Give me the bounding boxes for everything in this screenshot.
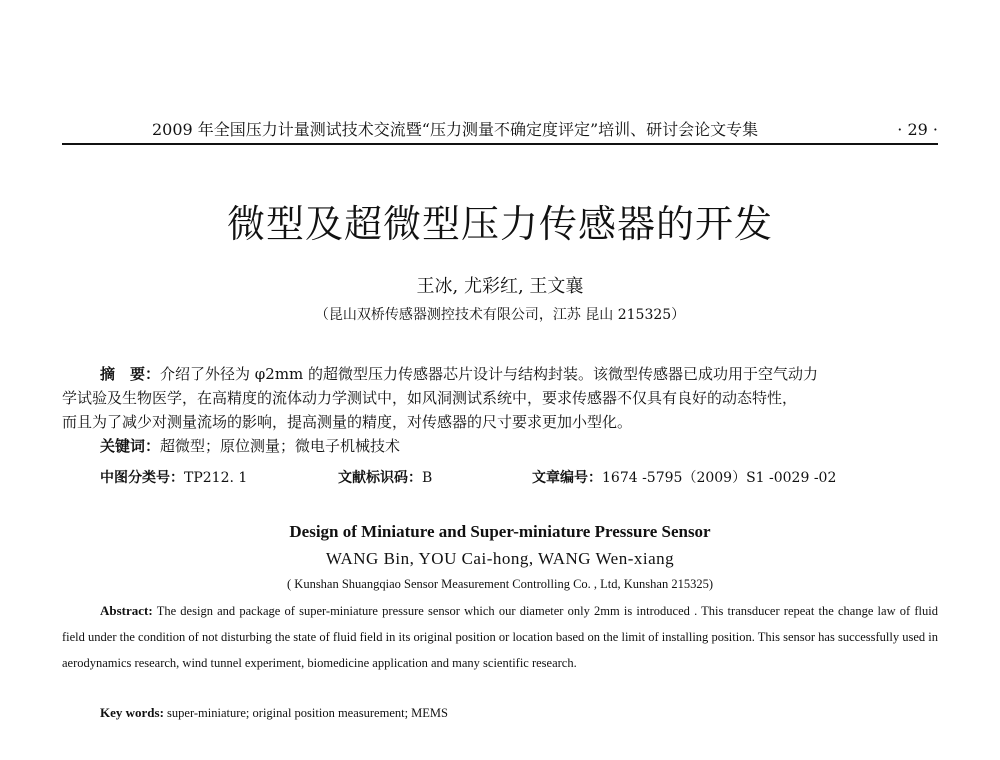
clc-value: TP212. 1 bbox=[184, 470, 248, 486]
abstract-cn bbox=[62, 362, 938, 458]
abstract-en-paragraph bbox=[62, 598, 938, 676]
abstract-cn-line-1 bbox=[62, 362, 938, 386]
header-page-number: · 29 · bbox=[897, 120, 938, 139]
authors-en: WANG Bin, YOU Cai-hong, WANG Wen-xiang bbox=[325, 549, 675, 568]
affiliation-en: ( Kunshan Shuangqiao Sensor Measurement Controlling Co. , Ltd, Kunshan 215325) bbox=[287, 577, 713, 591]
document-code-label: 文献标识码： bbox=[338, 470, 422, 486]
abstract-cn-line-3: 而且为了减少对测量流场的影响，提高测量的精度，对传感器的尺寸要求更加小型化。 bbox=[62, 413, 633, 431]
article-number bbox=[532, 466, 836, 490]
keywords-cn bbox=[62, 434, 938, 458]
abstract-cn-label: 摘 要： bbox=[100, 365, 161, 383]
keywords-en-label: Key words: bbox=[100, 705, 164, 720]
running-header bbox=[62, 118, 938, 142]
header-rule bbox=[62, 143, 938, 145]
header-journal-line: 2009 年全国压力计量测试技术交流暨“压力测量不确定度评定”培训、研讨会论文专集 bbox=[152, 120, 759, 139]
abstract-en-text: The design and package of super-miniature pressure sensor which our diameter only 2mm is introduced . This transducer repeat the change law of fluid field under the condition of not disturbing the state of fluid field in its original position or location based on the limit of installing position. This sensor has successfully used in aerodynamics research, wind tunnel experiment, biomedicine application and many scientific research. bbox=[62, 604, 938, 670]
document-code bbox=[338, 466, 432, 490]
article-number-label: 文章编号： bbox=[532, 470, 602, 486]
article-number-value: 1674 -5795（2009）S1 -0029 -02 bbox=[602, 470, 837, 486]
keywords-en bbox=[100, 702, 938, 724]
paper-title-cn: 微型及超微型压力传感器的开发 bbox=[226, 202, 773, 246]
keywords-en-text: super-miniature; original position measurement; MEMS bbox=[167, 706, 448, 720]
document-code-value: B bbox=[422, 470, 433, 486]
classification-row bbox=[100, 466, 938, 490]
abstract-cn-text-1: 介绍了外径为 φ2mm 的超微型压力传感器芯片设计与结构封装。该微型传感器已成功用于空气动力 bbox=[160, 365, 819, 383]
keywords-cn-text: 超微型；原位测量；微电子机械技术 bbox=[160, 437, 401, 455]
abstract-en bbox=[62, 598, 938, 676]
authors-cn: 王冰, 尤彩红, 王文襄 bbox=[416, 276, 584, 297]
abstract-cn-line-2: 学试验及生物医学，在高精度的流体动力学测试中，如风洞测试系统中，要求传感器不仅具有良好的动态特性， bbox=[62, 389, 798, 407]
paper-title-en: Design of Miniature and Super-miniature Pressure Sensor bbox=[289, 522, 711, 541]
abstract-en-label: Abstract: bbox=[100, 603, 153, 618]
clc-number bbox=[100, 466, 247, 490]
affiliation-cn: （昆山双桥传感器测控技术有限公司，江苏 昆山 215325） bbox=[314, 307, 686, 323]
keywords-cn-label: 关键词： bbox=[100, 437, 161, 455]
clc-label: 中图分类号： bbox=[100, 470, 184, 486]
